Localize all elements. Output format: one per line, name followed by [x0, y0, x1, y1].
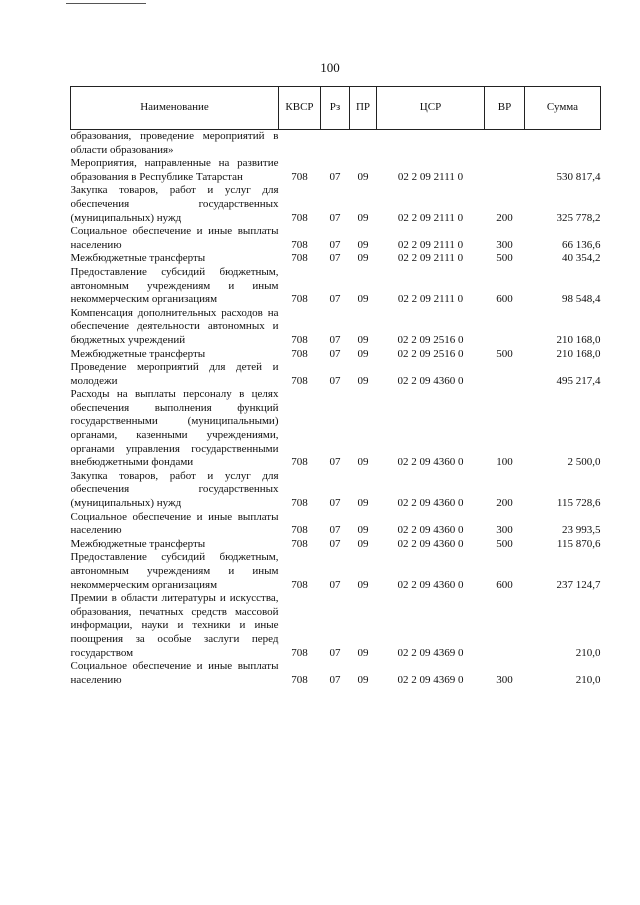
table-row — [71, 660, 601, 687]
row-name: Социальное обеспечение и иные выплаты населению — [70, 660, 279, 686]
row-sum: 530 817,4 — [556, 170, 601, 183]
row-sum: 2 500,0 — [567, 456, 601, 469]
row-kvsr: 708 — [291, 238, 308, 251]
row-csr: 02 2 09 2516 0 — [397, 347, 464, 360]
row-kvsr: 708 — [291, 456, 308, 469]
row-sum: 98 548,4 — [562, 293, 601, 306]
row-rz: 07 — [329, 537, 341, 550]
column-header-name: Наименование — [71, 87, 279, 130]
row-pr: 09 — [357, 347, 369, 360]
table-row — [71, 361, 601, 388]
table-row — [71, 184, 601, 225]
row-sum: 210,0 — [575, 673, 601, 686]
row-name: Закупка товаров, работ и услуг для обеспечения государственных (муниципальных) нужд — [70, 469, 279, 510]
row-kvsr: 708 — [291, 578, 308, 591]
row-kvsr — [279, 130, 321, 158]
row-rz: 07 — [329, 293, 341, 306]
row-vr: 300 — [496, 673, 513, 686]
row-vr — [485, 130, 525, 158]
row-rz: 07 — [329, 578, 341, 591]
column-header-rz: Рз — [321, 87, 350, 130]
row-rz: 07 — [329, 252, 341, 265]
row-pr: 09 — [357, 374, 369, 387]
row-kvsr: 708 — [291, 347, 308, 360]
row-pr: 09 — [357, 456, 369, 469]
row-kvsr: 708 — [291, 252, 308, 265]
column-header-sum: Сумма — [525, 87, 601, 130]
row-csr: 02 2 09 2111 0 — [397, 238, 464, 251]
row-name: Закупка товаров, работ и услуг для обеспечения государственных (муниципальных) нужд — [70, 184, 279, 224]
table-header-row — [71, 87, 601, 130]
row-sum: 66 136,6 — [562, 238, 601, 251]
row-vr — [485, 361, 525, 388]
row-csr: 02 2 09 2111 0 — [397, 293, 464, 306]
row-name: Мероприятия, направленные на развитие образования в Республике Татарстан — [70, 157, 279, 183]
row-csr: 02 2 09 4369 0 — [397, 646, 464, 659]
row-vr — [485, 307, 525, 348]
row-name: Социальное обеспечение и иные выплаты населению — [70, 510, 279, 537]
row-name: Межбюджетные трансферты — [70, 537, 206, 550]
row-sum: 210 168,0 — [556, 333, 601, 346]
table-row — [71, 388, 601, 470]
row-rz: 07 — [329, 238, 341, 251]
row-rz: 07 — [329, 333, 341, 346]
column-header-pr: ПР — [350, 87, 377, 130]
row-sum: 210 168,0 — [556, 347, 601, 360]
table-row — [71, 470, 601, 511]
column-header-vr: ВР — [485, 87, 525, 130]
row-pr: 09 — [357, 293, 369, 306]
row-pr: 09 — [357, 646, 369, 659]
row-vr — [485, 157, 525, 184]
page-number: 100 — [320, 60, 340, 75]
row-csr: 02 2 09 4360 0 — [397, 537, 464, 550]
row-sum — [525, 130, 601, 158]
row-rz: 07 — [329, 211, 341, 224]
row-sum: 23 993,5 — [562, 524, 601, 537]
row-vr: 300 — [496, 524, 513, 537]
row-pr: 09 — [357, 252, 369, 265]
table-row — [71, 538, 601, 552]
row-pr: 09 — [357, 537, 369, 550]
table-row — [71, 266, 601, 307]
table-row — [71, 348, 601, 362]
row-csr: 02 2 09 4369 0 — [397, 673, 464, 686]
row-name: Проведение мероприятий для детей и молодежи — [70, 361, 279, 387]
row-kvsr: 708 — [291, 673, 308, 686]
row-csr: 02 2 09 2111 0 — [397, 252, 464, 265]
table-row — [71, 252, 601, 266]
top-rule — [66, 3, 146, 4]
row-name: образования, проведение мероприятий в области образования» — [70, 130, 279, 156]
row-pr: 09 — [357, 673, 369, 686]
row-rz: 07 — [329, 456, 341, 469]
row-vr: 500 — [496, 252, 513, 265]
row-csr: 02 2 09 2516 0 — [397, 333, 464, 346]
row-rz: 07 — [329, 646, 341, 659]
row-pr: 09 — [357, 211, 369, 224]
row-kvsr: 708 — [291, 170, 308, 183]
row-kvsr: 708 — [291, 646, 308, 659]
row-vr: 600 — [496, 293, 513, 306]
row-sum: 325 778,2 — [556, 211, 601, 224]
column-header-csr: ЦСР — [377, 87, 485, 130]
row-name: Предоставление субсидий бюджетным, автономным учреждениям и иным некоммерческим организациям — [70, 551, 279, 591]
row-csr: 02 2 09 2111 0 — [397, 211, 464, 224]
row-pr: 09 — [357, 497, 369, 510]
row-rz: 07 — [329, 497, 341, 510]
table-row — [71, 225, 601, 252]
row-rz: 07 — [329, 374, 341, 387]
row-kvsr: 708 — [291, 293, 308, 306]
table-row — [71, 592, 601, 660]
row-kvsr: 708 — [291, 497, 308, 510]
row-name: Социальное обеспечение и иные выплаты населению — [70, 225, 279, 251]
row-pr — [350, 130, 377, 158]
row-csr: 02 2 09 4360 0 — [397, 524, 464, 537]
table-row — [71, 130, 601, 158]
row-rz: 07 — [329, 524, 341, 537]
row-name: Компенсация дополнительных расходов на обеспечение деятельности автономных и бюджетных учреждений — [70, 306, 279, 346]
table-row — [71, 307, 601, 348]
row-vr: 500 — [496, 347, 513, 360]
row-name: Предоставление субсидий бюджетным, автономным учреждениям и иным некоммерческим организациям — [70, 265, 279, 306]
row-name: Премии в области литературы и искусства, образования, печатных средств массовой информации, науки и техники и иные поощрения за особые заслуги перед государством — [70, 592, 279, 659]
row-csr: 02 2 09 4360 0 — [397, 497, 464, 510]
row-pr: 09 — [357, 333, 369, 346]
row-sum: 495 217,4 — [556, 374, 601, 387]
row-sum: 115 870,6 — [556, 537, 601, 550]
row-sum: 115 728,6 — [556, 497, 601, 510]
row-rz: 07 — [329, 347, 341, 360]
row-csr — [377, 130, 485, 158]
row-pr: 09 — [357, 170, 369, 183]
row-vr: 200 — [496, 211, 513, 224]
row-csr: 02 2 09 4360 0 — [397, 578, 464, 591]
row-csr: 02 2 09 2111 0 — [397, 170, 464, 183]
row-name: Межбюджетные трансферты — [70, 252, 206, 265]
row-kvsr: 708 — [291, 374, 308, 387]
column-header-kvsr: КВСР — [279, 87, 321, 130]
row-name: Расходы на выплаты персоналу в целях обеспечения выполнения функций государственными (муниципальными) органами, казенными учреждениями, органами управления государственными внебюджетными фондами — [70, 388, 279, 469]
row-vr: 500 — [496, 537, 513, 550]
row-sum: 40 354,2 — [562, 252, 601, 265]
row-pr: 09 — [357, 524, 369, 537]
row-rz: 07 — [329, 673, 341, 686]
row-pr: 09 — [357, 238, 369, 251]
table-row — [71, 157, 601, 184]
row-vr — [485, 592, 525, 660]
table-row — [71, 551, 601, 592]
row-kvsr: 708 — [291, 211, 308, 224]
row-rz — [321, 130, 350, 158]
row-vr: 200 — [496, 497, 513, 510]
row-vr: 300 — [496, 238, 513, 251]
row-kvsr: 708 — [291, 333, 308, 346]
row-name: Межбюджетные трансферты — [70, 347, 206, 360]
row-sum: 237 124,7 — [556, 578, 601, 591]
row-vr: 100 — [496, 456, 513, 469]
row-rz: 07 — [329, 170, 341, 183]
row-kvsr: 708 — [291, 524, 308, 537]
row-csr: 02 2 09 4360 0 — [397, 374, 464, 387]
budget-table — [70, 86, 601, 687]
row-sum: 210,0 — [575, 646, 601, 659]
row-csr: 02 2 09 4360 0 — [397, 456, 464, 469]
row-vr: 600 — [496, 578, 513, 591]
row-pr: 09 — [357, 578, 369, 591]
row-kvsr: 708 — [291, 537, 308, 550]
table-row — [71, 511, 601, 538]
